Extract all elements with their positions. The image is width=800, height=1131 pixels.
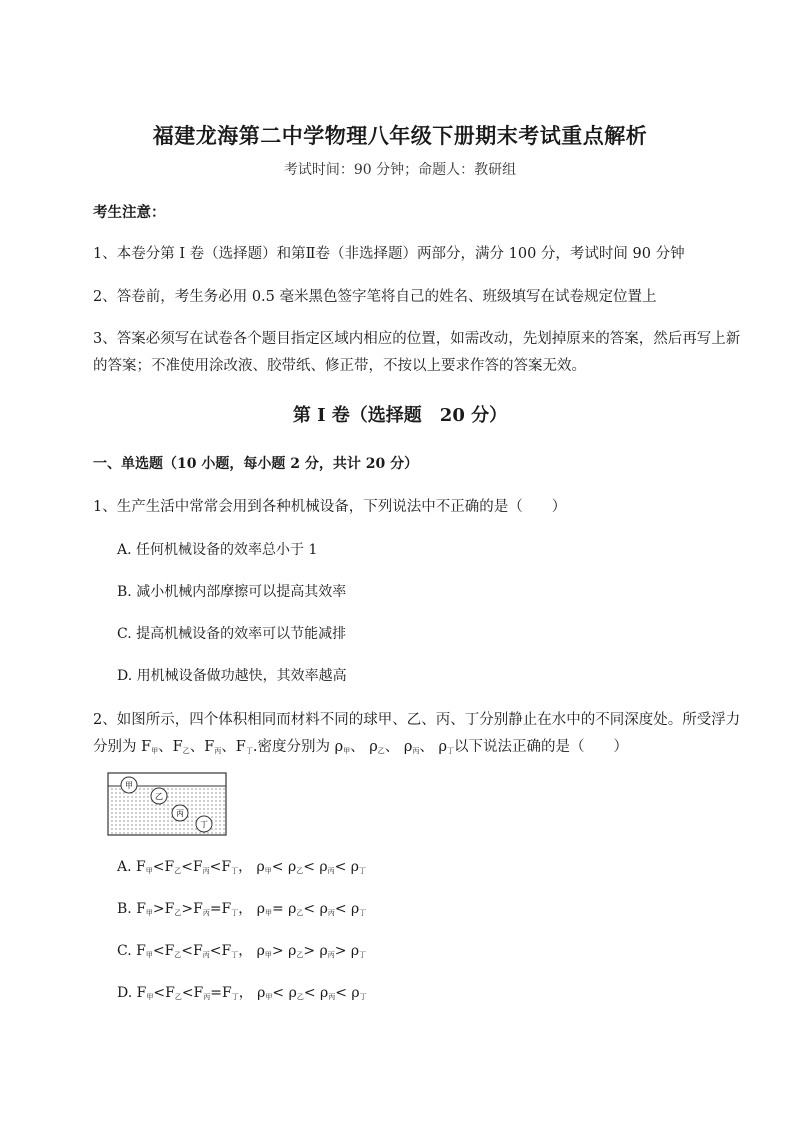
subscript: 甲 — [264, 867, 272, 875]
note-item: 的答案；不准使用涂改液、胶带纸、修正带，不按以上要求作答的答案无效。 — [93, 358, 586, 374]
subscript: 甲 — [264, 951, 272, 959]
density-term: < ρ — [335, 985, 360, 1001]
subscript: 丁 — [447, 747, 455, 755]
subscript: 丁 — [231, 951, 239, 959]
force-term: F — [136, 901, 146, 917]
subscript: 丙 — [214, 747, 222, 755]
force-term: <F — [181, 859, 203, 875]
subscript: 乙 — [296, 951, 304, 959]
force-term: >F — [152, 901, 175, 917]
stem-text: 分别为 F — [93, 739, 152, 755]
stem-text: 、 ρ — [419, 739, 448, 755]
subscript: 丙 — [327, 909, 335, 917]
notes-heading: 考生注意： — [93, 204, 166, 221]
subscript: 乙 — [174, 993, 182, 1001]
subscript: 乙 — [296, 993, 304, 1001]
note-item: 3、答案必须写在试卷各个题目指定区域内相应的位置，如需改动，先划掉原来的答案，然后再写上新 — [93, 331, 741, 347]
force-term: <F — [209, 943, 232, 959]
subscript: 甲 — [151, 747, 159, 755]
subscript: 乙 — [296, 909, 304, 917]
force-term: F — [136, 943, 146, 959]
subscript: 乙 — [182, 747, 190, 755]
subscript: 甲 — [145, 909, 153, 917]
stem-text: 、 ρ — [350, 739, 378, 755]
subscript: 乙 — [296, 867, 304, 875]
density-term: ρ — [257, 985, 266, 1001]
subscript: 甲 — [145, 867, 153, 875]
subscript: 甲 — [264, 909, 272, 917]
question-stem: 2、如图所示，四个体积相同而材料不同的球甲、乙、丙、丁分别静止在水中的不同深度处。所受浮力 — [93, 712, 741, 728]
subscript: 丁 — [245, 747, 253, 755]
density-term: < ρ — [303, 901, 328, 917]
subscript: 丁 — [231, 909, 239, 917]
subscript: 甲 — [145, 951, 153, 959]
subscript: 甲 — [146, 993, 154, 1001]
density-term: < ρ — [271, 859, 297, 875]
density-term: > ρ — [334, 943, 360, 959]
question-group-title: 一、单选题（10 小题，每小题 2 分，共计 20 分） — [93, 456, 419, 472]
force-term: >F — [181, 901, 203, 917]
density-term: > ρ — [271, 943, 297, 959]
subscript: 丁 — [359, 867, 367, 875]
option-letter: B. — [117, 901, 132, 917]
ball-label: 甲 — [125, 781, 133, 790]
stem-text: .密度分别为 ρ — [252, 739, 344, 755]
stem-text: 、F — [221, 739, 246, 755]
stem-text: 、 ρ — [384, 739, 413, 755]
subscript: 丁 — [359, 951, 367, 959]
subscript: 甲 — [265, 993, 273, 1001]
force-term: =F — [210, 985, 232, 1001]
water-balls-figure — [107, 772, 227, 836]
density-term: ρ — [256, 943, 265, 959]
subscript: 丙 — [327, 867, 335, 875]
subscript: 丁 — [231, 993, 239, 1001]
subscript: 丙 — [202, 867, 210, 875]
density-term: ρ — [256, 901, 265, 917]
subscript: 丙 — [203, 993, 211, 1001]
density-term: < ρ — [334, 859, 360, 875]
subscript: 丙 — [412, 747, 420, 755]
separator: ， — [238, 901, 253, 917]
note-item: 1、本卷分第 I 卷（选择题）和第Ⅱ卷（非选择题）两部分，满分 100 分，考试时间 90 分钟 — [93, 246, 685, 262]
force-term: F — [136, 985, 147, 1001]
option-c[interactable] — [117, 939, 366, 967]
option-letter: A. — [117, 859, 132, 875]
option-a[interactable]: A. 任何机械设备的效率总小于 1 — [117, 542, 318, 558]
option-a[interactable] — [117, 855, 366, 883]
subscript: 丙 — [202, 909, 210, 917]
separator: ， — [238, 985, 253, 1001]
subscript: 乙 — [174, 867, 182, 875]
density-term: = ρ — [271, 901, 297, 917]
density-term: < ρ — [303, 859, 328, 875]
option-d[interactable] — [117, 981, 367, 1009]
density-term: > ρ — [303, 943, 328, 959]
subscript: 乙 — [174, 909, 182, 917]
stem-text: 、F — [189, 739, 215, 755]
option-b[interactable] — [117, 897, 366, 925]
density-term: < ρ — [334, 901, 360, 917]
question-stem: 1、生产生活中常常会用到各种机械设备，下列说法中不正确的是（ ） — [93, 499, 567, 515]
stem-text: 、F — [158, 739, 183, 755]
force-term: <F — [153, 985, 175, 1001]
option-letter: C. — [117, 943, 132, 959]
density-term: < ρ — [272, 985, 297, 1001]
subscript: 丁 — [231, 867, 239, 875]
force-term: =F — [209, 901, 232, 917]
ball-label: 丙 — [176, 809, 184, 818]
subscript: 丙 — [327, 951, 335, 959]
ball-label: 丁 — [200, 820, 208, 829]
ball-label: 乙 — [155, 792, 163, 801]
page-title: 福建龙海第二中学物理八年级下册期末考试重点解析 — [152, 123, 648, 148]
option-c[interactable]: C. 提高机械设备的效率可以节能减排 — [117, 626, 347, 642]
force-term: <F — [152, 943, 175, 959]
separator: ， — [238, 859, 253, 875]
stem-text: 以下说法正确的是（ ） — [454, 739, 629, 755]
force-term: <F — [181, 943, 203, 959]
subscript: 乙 — [377, 747, 385, 755]
option-b[interactable]: B. 减小机械内部摩擦可以提高其效率 — [117, 584, 347, 600]
force-term: <F — [209, 859, 232, 875]
subscript: 乙 — [174, 951, 182, 959]
subscript: 丁 — [359, 993, 367, 1001]
density-term: < ρ — [303, 985, 329, 1001]
option-d[interactable]: D. 用机械设备做功越快，其效率越高 — [117, 668, 347, 684]
subscript: 丁 — [359, 909, 367, 917]
force-term: F — [136, 859, 146, 875]
exam-info: 考试时间：90 分钟；命题人：教研组 — [283, 162, 517, 178]
subscript: 丙 — [202, 951, 210, 959]
section-title: 第 I 卷（选择题 20 分） — [292, 405, 508, 426]
note-item: 2、答卷前，考生务必用 0.5 毫米黑色签字笔将自己的姓名、班级填写在试卷规定位置上 — [93, 289, 657, 305]
separator: ， — [238, 943, 253, 959]
force-term: <F — [181, 985, 204, 1001]
force-term: <F — [152, 859, 175, 875]
question-stem-line2 — [93, 733, 753, 765]
density-term: ρ — [256, 859, 265, 875]
subscript: 丙 — [328, 993, 336, 1001]
option-letter: D. — [117, 985, 133, 1001]
subscript: 甲 — [343, 747, 351, 755]
